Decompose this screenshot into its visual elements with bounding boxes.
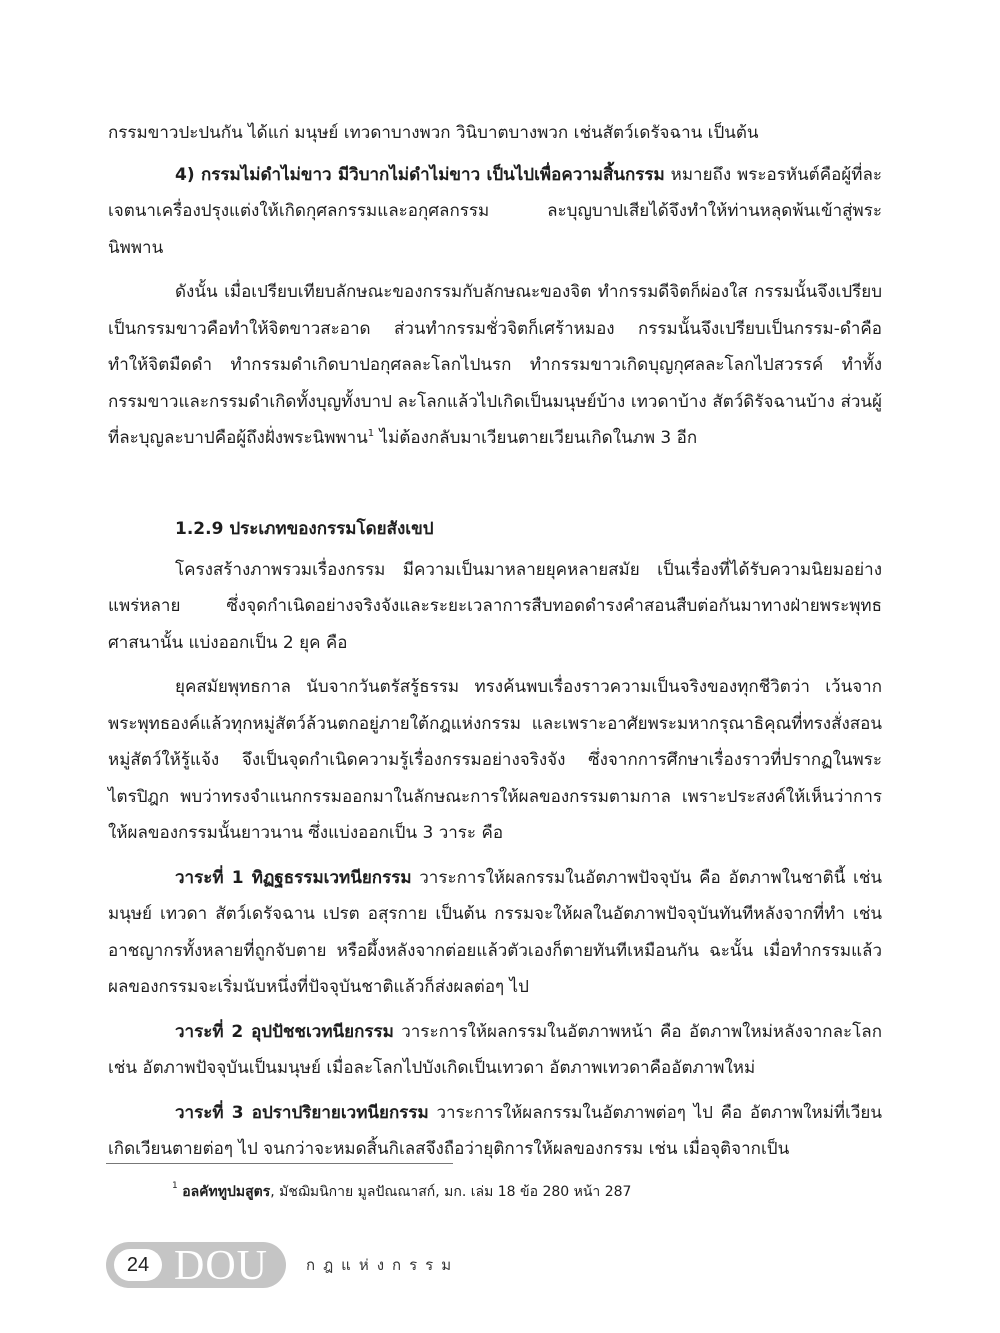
- running-title: กฎแห่งกรรม: [306, 1256, 460, 1274]
- footnote-divider: [106, 1163, 453, 1164]
- paragraph-karma-4-bold: 4) กรรมไม่ดำไม่ขาว มีวิบากไม่ดำไม่ขาว เป็นไปเพื่อความสิ้นกรรม: [175, 164, 665, 185]
- page-footer: [106, 1242, 459, 1288]
- section-heading: 1.2.9 ประเภทของกรรมโดยสังเขป: [175, 518, 434, 539]
- brand-logo: DOU: [174, 1243, 268, 1289]
- paragraph-comparison: [108, 274, 882, 457]
- page-number: 24: [114, 1249, 162, 1281]
- paragraph-continuation: กรรมขาวปะปนกัน ได้แก่ มนุษย์ เทวดาบางพวก วินิบาตบางพวก เช่นสัตว์เดรัจฉาน เป็นต้น: [108, 123, 759, 143]
- paragraph-comparison-text: ดังนั้น เมื่อเปรียบเทียบลักษณะของกรรมกับลักษณะของจิต ทำกรรมดีจิตก็ผ่องใส กรรมนั้นจึงเปรียบเป็นกรรมขาวคือทำให้จิตขาวสะอาด ส่วนทำกรรมชั่วจิตก็เศร้าหมอง กรรมนั้นจึงเปรียบเป็นกรรม-ดำคือทำให้จิตมืดดำ ทำกรรมดำเกิดบาปอกุศลละโลกไปนรก ทำกรรมขาวเกิดบุญกุศลละโลกไปสวรรค์ ทำทั้งกรรมขาวและกรรมดำเกิดทั้งบุญทั้งบาป ละโลกแล้วไปเกิดเป็นมนุษย์บ้าง เทวดาบ้าง สัตว์ดิรัจฉานบ้าง ส่วนผู้ที่ละบุญละบาปคือผู้ถึงฝั่งพระนิพพาน: [108, 282, 882, 448]
- paragraph-period-3: [108, 1095, 882, 1168]
- paragraph-period-1: [108, 860, 882, 1006]
- footnote: [172, 1180, 872, 1204]
- paragraph-overview: โครงสร้างภาพรวมเรื่องกรรม มีความเป็นมาหลายยุคหลายสมัย เป็นเรื่องที่ได้รับความนิยมอย่างแพร่หลาย ซึ่งจุดกำเนิดอย่างจริงจังและระยะเวลาการสืบทอดดำรงคำสอนสืบต่อกันมาทางฝ่ายพระพุทธศาสนานั้น แบ่งออกเป็น 2 ยุค คือ: [108, 559, 882, 653]
- paragraph-buddha-era: ยุคสมัยพุทธกาล นับจากวันตรัสรู้ธรรม ทรงค้นพบเรื่องราวความเป็นจริงของทุกชีวิตว่า เว้นจากพระพุทธองค์แล้วทุกหมู่สัตว์ล้วนตกอยู่ภายใต้กฎแห่งกรรม และเพราะอาศัยพระมหากรุณาธิคุณที่ทรงสั่งสอนหมู่สัตว์ให้รู้แจ้ง จึงเป็นจุดกำเนิดความรู้เรื่องกรรมอย่างจริงจัง ซึ่งจากการศึกษาเรื่องราวที่ปรากฏในพระไตรปิฎก พบว่าทรงจำแนกกรรมออกมาในลักษณะการให้ผลของกรรมตามกาล เพราะประสงค์ให้เห็นว่าการให้ผลของกรรมนั้นยาวนาน ซึ่งแบ่งออกเป็น 3 วาระ คือ: [108, 677, 882, 843]
- footnote-reference[interactable]: 1: [367, 428, 375, 439]
- period-3-title: วาระที่ 3 อปราปริยายเวทนียกรรม: [175, 1102, 429, 1123]
- body-text: [108, 115, 882, 1168]
- period-3-text: วาระการให้ผลกรรมในอัตภาพต่อๆ ไป คือ อัตภาพใหม่ที่เวียนเกิดเวียนตายต่อๆ ไป จนกว่าจะหมดสิ้นกิเลสจึงถือว่ายุติการให้ผลของกรรม เช่น เมื่อจุติจากเป็น: [108, 1102, 882, 1159]
- footnote-mark: 1: [172, 1181, 178, 1191]
- footer-badge: [106, 1242, 286, 1288]
- period-2-text: วาระการให้ผลกรรมในอัตภาพหน้า คือ อัตภาพใหม่หลังจากละโลก เช่น อัตภาพปัจจุบันเป็นมนุษย์ เมื่อละโลกไปบังเกิดเป็นเทวดา อัตภาพเทวดาคืออัตภาพใหม่: [108, 1021, 882, 1078]
- paragraph-karma-4: [108, 157, 882, 267]
- footnote-title: อลคัททูปมสูตร: [182, 1184, 271, 1200]
- paragraph-karma-4-text: หมายถึง พระอรหันต์คือผู้ที่ละเจตนาเครื่องปรุงแต่งให้เกิดกุศลกรรมและอกุศลกรรม ละบุญบาปเสียได้จึงทำให้ท่านหลุดพ้นเข้าสู่พระนิพพาน: [108, 164, 883, 258]
- period-2-title: วาระที่ 2 อุปปัชชเวทนียกรรม: [175, 1021, 394, 1042]
- footnote-text: , มัชฌิมนิกาย มูลปัณณาสก์, มก. เล่ม 18 ข้อ 280 หน้า 287: [270, 1184, 632, 1200]
- period-1-title: วาระที่ 1 ทิฏฐธรรมเวทนียกรรม: [175, 867, 412, 888]
- paragraph-period-2: [108, 1014, 882, 1087]
- paragraph-comparison-tail: ไม่ต้องกลับมาเวียนตายเวียนเกิดในภพ 3 อีก: [374, 428, 698, 448]
- period-1-text: วาระการให้ผลกรรมในอัตภาพปัจจุบัน คือ อัตภาพในชาตินี้ เช่น มนุษย์ เทวดา สัตว์เดรัจฉาน เปรต อสุรกาย เป็นต้น กรรมจะให้ผลในอัตภาพปัจจุบันทันทีหลังจากที่ทำ เช่น อาชญากรทั้งหลายที่ถูกจับตาย หรือผึ้งหลังจากต่อยแล้วตัวเองก็ตายทันทีเหมือนกัน ฉะนั้น เมื่อทำกรรมแล้ว ผลของกรรมจะเริ่มนับหนึ่งที่ปัจจุบันชาติแล้วก็ส่งผลต่อๆ ไป: [108, 867, 882, 997]
